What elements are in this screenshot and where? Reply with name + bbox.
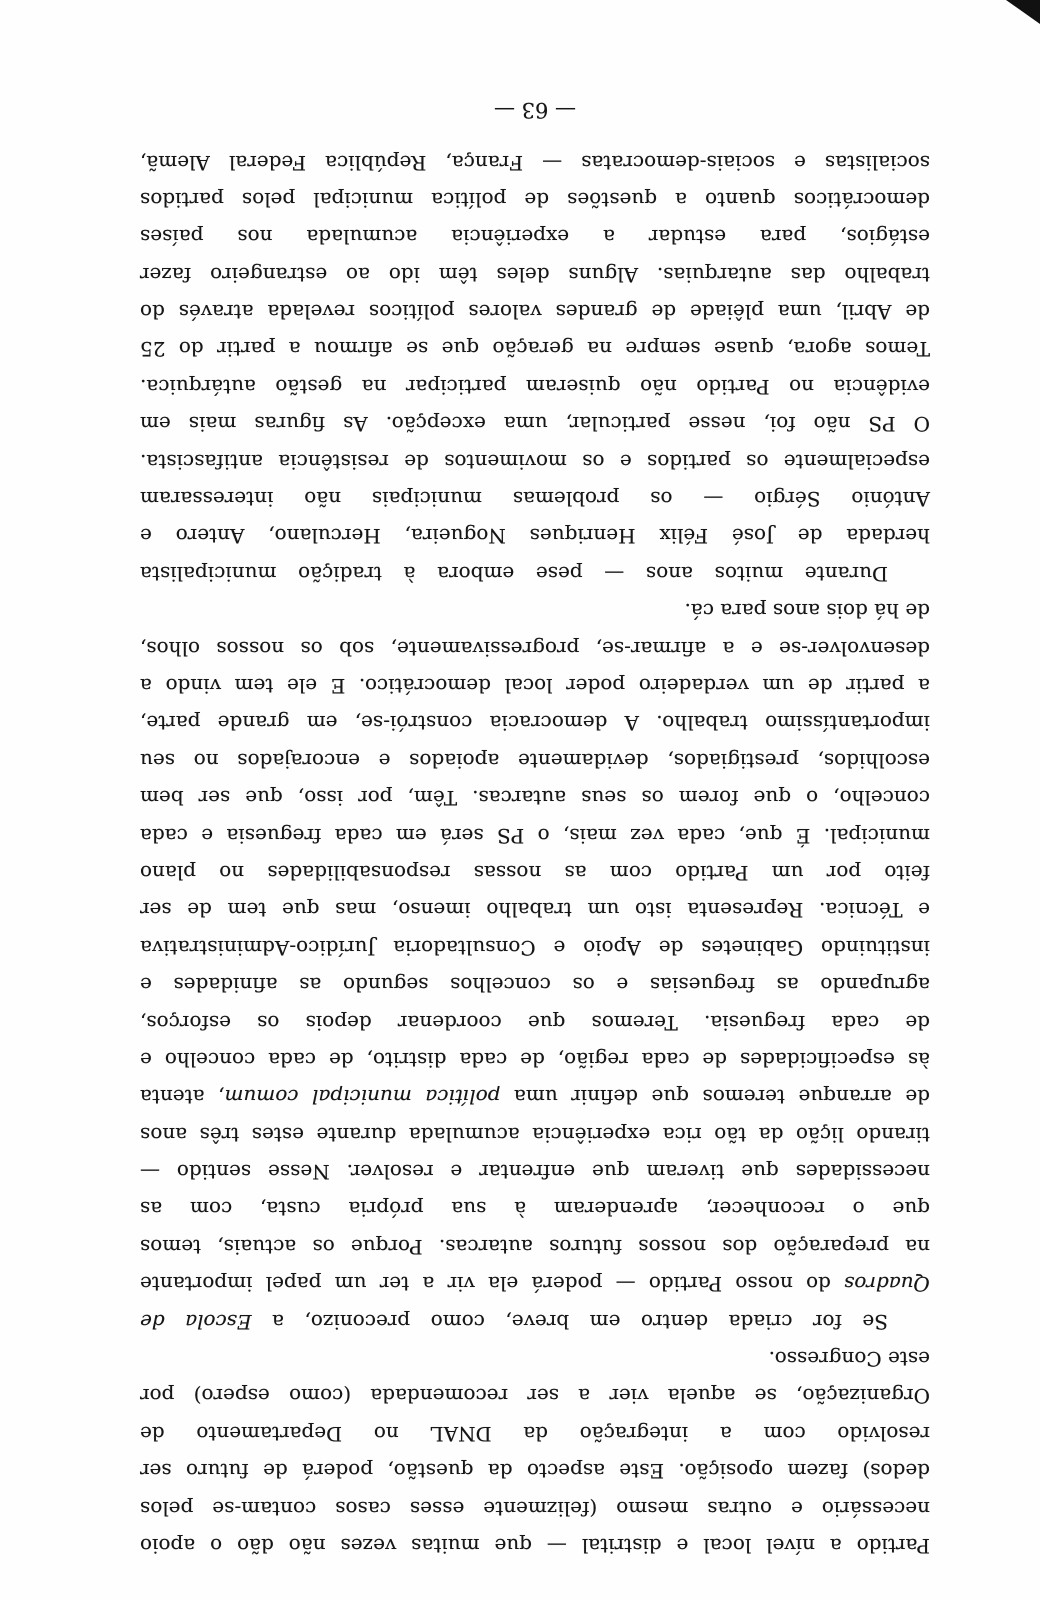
text-line: de cada freguesia. Teremos que coordenar depois os esforços, bbox=[140, 1010, 930, 1035]
text-line: O PS não foi, nesse particular, uma excepção. As figuras mais em bbox=[140, 412, 930, 437]
text-line: escolhidos, prestigiados, devidamente apoiados e encorajados no seu bbox=[140, 748, 930, 773]
text-line: importantíssimo trabalho. A democracia constrói-se, em grande parte, bbox=[140, 711, 930, 736]
text-line: na preparação dos nossos futuros autarcas. Porque os actuais, temos bbox=[140, 1234, 930, 1259]
text-line: agrupando as freguesias e os concelhos segundo as afinidades e bbox=[140, 973, 930, 998]
text-line: dedos) fazem oposição. Este aspecto da questão, poderá de futuro ser bbox=[140, 1459, 930, 1484]
body-text bbox=[140, 143, 930, 1564]
text-line: feito por um Partido com as nossas responsabilidades no plano bbox=[140, 860, 930, 885]
text-segment: Se for criada dentro em breve, como preconizo, a bbox=[251, 1309, 888, 1334]
text-line: Organização, se aquela vier a ser recomendada (como espero) por bbox=[140, 1384, 930, 1409]
text-line: Durante muitos anos — pese embora à tradição municipalista bbox=[140, 561, 888, 586]
paragraph bbox=[140, 592, 930, 1340]
text-line: de há dois anos para cá. bbox=[684, 599, 930, 624]
text-line: Temos agora, quase sempre na geração que se afirmou a partir do 25 bbox=[140, 337, 930, 362]
text-line bbox=[140, 1078, 930, 1115]
text-line: necessário e outras mesmo (felizmente esses casos contam-se pelos bbox=[140, 1496, 930, 1521]
text-line: a partir de um verdadeiro poder local democrático. E ele tem vindo a bbox=[140, 674, 930, 699]
text-line bbox=[140, 1265, 930, 1302]
page-number: — 63 — bbox=[493, 98, 577, 122]
text-line: de Abril, uma plêiade de grandes valores políticos revelada através do bbox=[140, 300, 930, 325]
text-line: socialistas e sociais-democratas — França, República Federal Alemã, bbox=[140, 150, 930, 175]
text-segment: do nosso Partido — poderá ela vir a ter um papel importante bbox=[140, 1272, 845, 1297]
text-line: instituindo Gabinetes de Apoio e Consultadoria Jurídico-Administrativa bbox=[140, 935, 930, 960]
text-line: democráticos quanto a questões de política municipal pelos partidos bbox=[140, 187, 930, 212]
text-line: desenvolver-se e a afirmar-se, progressivamente, sob os nossos olhos, bbox=[140, 636, 930, 661]
text-line bbox=[140, 1302, 930, 1339]
text-line: que o reconhecer, aprenderam à sua própria custa, com as bbox=[140, 1197, 930, 1222]
text-line: necessidades que tiveram que enfrentar e resolver. Nesse sentido — bbox=[140, 1160, 930, 1185]
text-line: este Congresso. bbox=[768, 1347, 930, 1372]
text-segment: de arranque teremos que definir uma bbox=[500, 1085, 930, 1110]
text-line: e Técnica. Representa isto um trabalho imenso, mas que tem de ser bbox=[140, 898, 930, 923]
italic-text-segment: política municipal comum bbox=[224, 1085, 501, 1110]
italic-text-segment: Quadros bbox=[844, 1272, 930, 1297]
text-line: António Sérgio — os problemas municipais não interessaram bbox=[140, 487, 930, 512]
text-line: resolvido com a integração da DNAL no Departamento de bbox=[140, 1421, 930, 1446]
text-line: evidência no Partido não quiseram participar na gestão autárquica. bbox=[140, 374, 930, 399]
text-line: estágios, para estudar a experiência acumulada nos países bbox=[140, 225, 930, 250]
text-line: tirando lição da tão rica experiência acumulada durante estes três anos bbox=[140, 1122, 930, 1147]
paragraph bbox=[140, 1340, 930, 1564]
text-line: municipal. É que, cada vez mais, o PS será em cada freguesia e cada bbox=[140, 823, 930, 848]
text-line: às especificidades de cada região, de cada distrito, de cada concelho e bbox=[140, 1047, 930, 1072]
text-line: especialmente os partidos e os movimentos de resistência antifascista. bbox=[140, 449, 930, 474]
text-line: trabalho das autarquias. Alguns deles têm ido ao estrangeiro fazer bbox=[140, 262, 930, 287]
text-line: concelho, o que forem os seus autarcas. Têm, por isso, que ser bem bbox=[140, 786, 930, 811]
text-line: Partido a nível local e distrital — que muitas vezes não dão o apoio bbox=[140, 1534, 930, 1558]
text-segment: , atenta bbox=[140, 1085, 225, 1110]
text-line: herdada de José Félix Henriques Nogueira, Herculano, Antero e bbox=[140, 524, 930, 549]
paragraph bbox=[140, 143, 930, 592]
italic-text-segment: Escola de bbox=[140, 1309, 252, 1334]
